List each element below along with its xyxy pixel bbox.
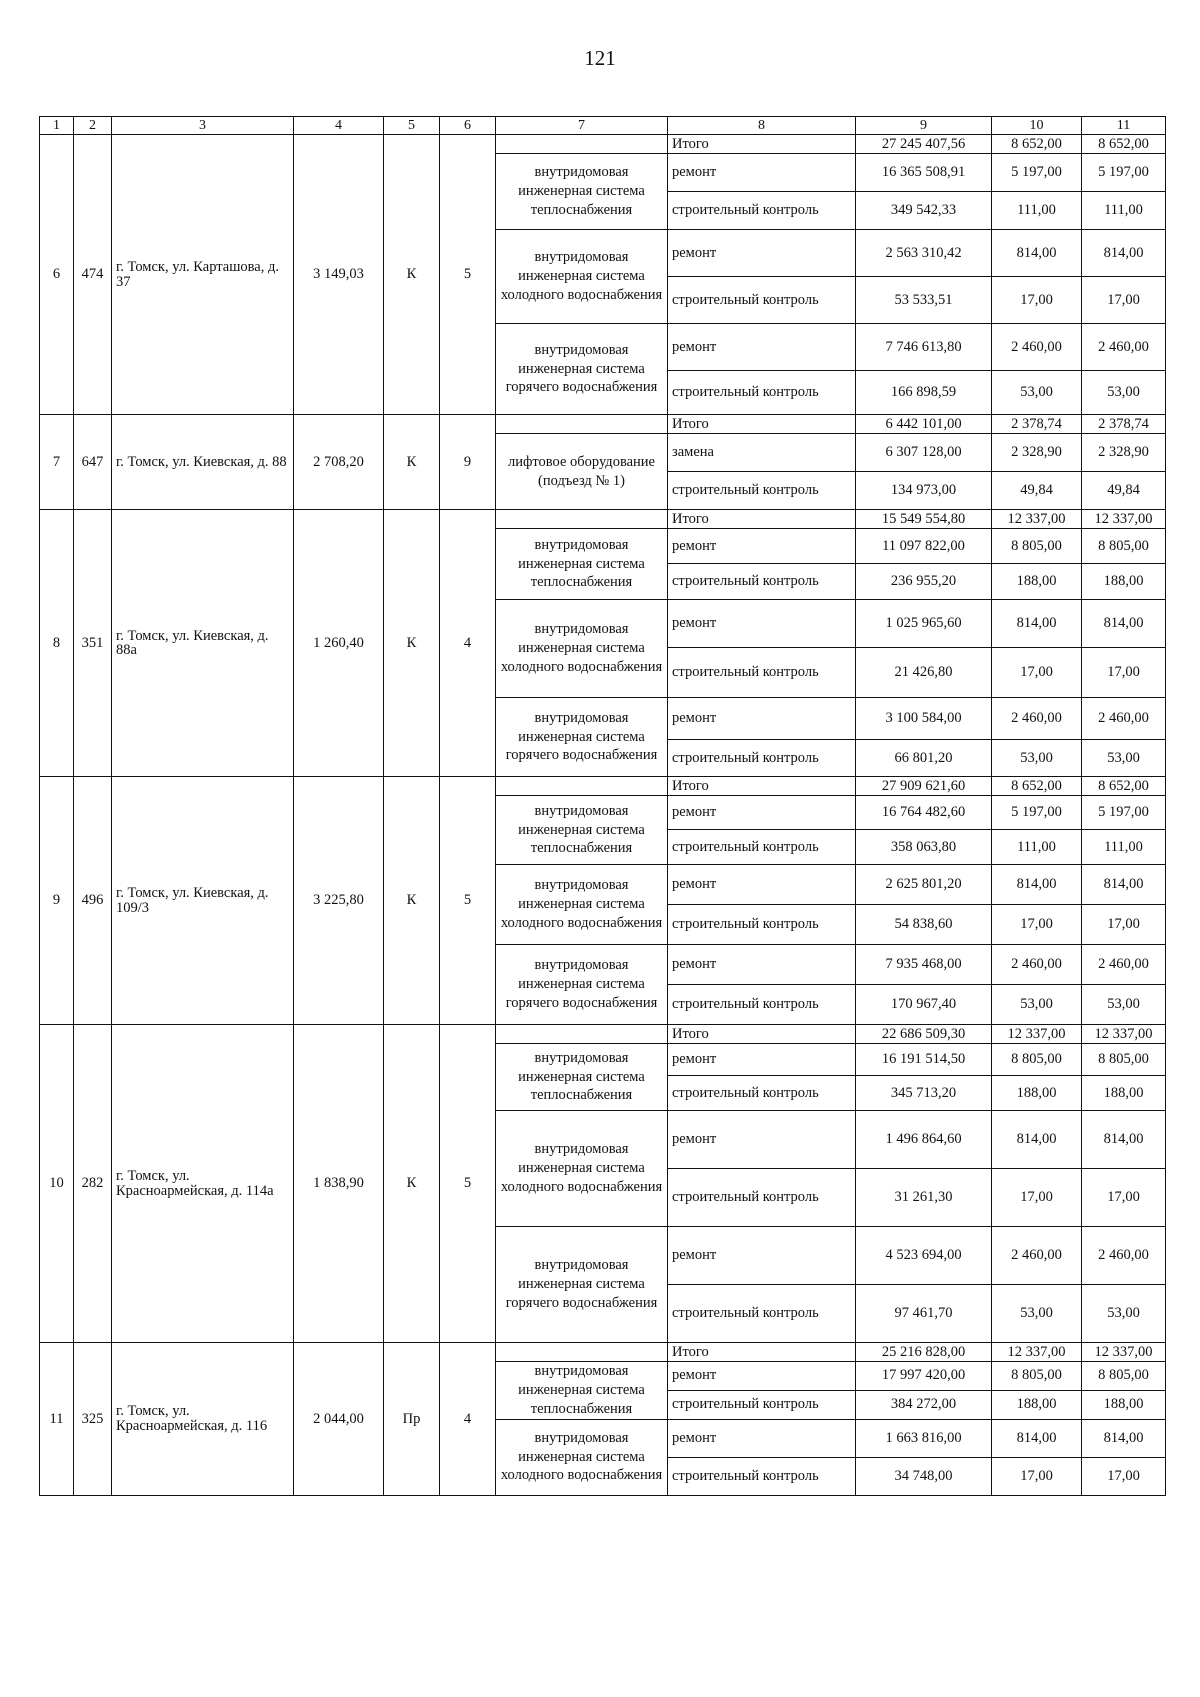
column-number: 4 [294,117,384,135]
work-sum: 34 748,00 [856,1457,992,1495]
system-name: внутридомовая инженерная система холодного водоснабжения [496,865,668,945]
total-label: Итого [668,777,856,796]
total-limit-per-sqm: 8 652,00 [1082,135,1166,154]
building-address: г. Томск, ул. Карташова, д. 37 [112,135,294,415]
row-number: 10 [40,1025,74,1343]
work-cost-per-sqm: 814,00 [992,230,1082,277]
system-name: внутридомовая инженерная система горячего водоснабжения [496,945,668,1025]
work-limit-per-sqm: 17,00 [1082,905,1166,945]
system-name: внутридомовая инженерная система холодного водоснабжения [496,600,668,698]
work-sum: 7 746 613,80 [856,324,992,371]
building-total-row [40,1025,1166,1044]
total-cost-per-sqm: 12 337,00 [992,1343,1082,1362]
page-number: 121 [584,46,616,70]
work-limit-per-sqm: 814,00 [1082,865,1166,905]
building-floors: 5 [440,135,496,415]
building-area: 1 838,90 [294,1025,384,1343]
work-cost-per-sqm: 188,00 [992,1076,1082,1111]
work-limit-per-sqm: 2 460,00 [1082,945,1166,985]
work-limit-per-sqm: 111,00 [1082,192,1166,230]
work-cost-per-sqm: 53,00 [992,740,1082,777]
work-type: строительный контроль [668,1390,856,1419]
building-type: К [384,415,440,510]
total-limit-per-sqm: 12 337,00 [1082,510,1166,529]
column-number: 3 [112,117,294,135]
work-type: строительный контроль [668,371,856,415]
work-type: ремонт [668,865,856,905]
building-type: К [384,1025,440,1343]
total-sum: 15 549 554,80 [856,510,992,529]
total-cost-per-sqm: 12 337,00 [992,1025,1082,1044]
empty-cell [496,510,668,529]
work-limit-per-sqm: 53,00 [1082,1285,1166,1343]
work-cost-per-sqm: 188,00 [992,1390,1082,1419]
work-sum: 3 100 584,00 [856,698,992,740]
work-sum: 66 801,20 [856,740,992,777]
building-address: г. Томск, ул. Киевская, д. 88 [112,415,294,510]
total-cost-per-sqm: 8 652,00 [992,135,1082,154]
column-number: 5 [384,117,440,135]
work-sum: 6 307 128,00 [856,434,992,472]
work-sum: 345 713,20 [856,1076,992,1111]
work-type: ремонт [668,154,856,192]
building-total-row [40,1343,1166,1362]
work-cost-per-sqm: 8 805,00 [992,529,1082,564]
total-sum: 6 442 101,00 [856,415,992,434]
total-sum: 25 216 828,00 [856,1343,992,1362]
work-type: ремонт [668,945,856,985]
work-limit-per-sqm: 814,00 [1082,600,1166,648]
total-sum: 27 245 407,56 [856,135,992,154]
work-type: ремонт [668,796,856,830]
system-name: внутридомовая инженерная система теплоснабжения [496,1044,668,1111]
system-name: внутридомовая инженерная система теплоснабжения [496,1362,668,1420]
column-number: 9 [856,117,992,135]
work-sum: 97 461,70 [856,1285,992,1343]
work-cost-per-sqm: 8 805,00 [992,1362,1082,1391]
building-address: г. Томск, ул. Киевская, д. 109/3 [112,777,294,1025]
total-cost-per-sqm: 12 337,00 [992,510,1082,529]
work-sum: 7 935 468,00 [856,945,992,985]
total-label: Итого [668,135,856,154]
work-sum: 54 838,60 [856,905,992,945]
column-number: 8 [668,117,856,135]
work-limit-per-sqm: 188,00 [1082,1076,1166,1111]
work-cost-per-sqm: 188,00 [992,564,1082,600]
work-type: ремонт [668,600,856,648]
column-number: 10 [992,117,1082,135]
total-cost-per-sqm: 2 378,74 [992,415,1082,434]
work-limit-per-sqm: 5 197,00 [1082,796,1166,830]
total-label: Итого [668,415,856,434]
work-type: ремонт [668,698,856,740]
system-name: внутридомовая инженерная система горячего водоснабжения [496,324,668,415]
work-sum: 31 261,30 [856,1169,992,1227]
empty-cell [496,135,668,154]
work-cost-per-sqm: 17,00 [992,1457,1082,1495]
work-cost-per-sqm: 2 460,00 [992,324,1082,371]
work-limit-per-sqm: 188,00 [1082,1390,1166,1419]
work-type: замена [668,434,856,472]
work-type: ремонт [668,324,856,371]
building-area: 1 260,40 [294,510,384,777]
row-number: 8 [40,510,74,777]
row-number: 6 [40,135,74,415]
work-cost-per-sqm: 814,00 [992,1111,1082,1169]
total-label: Итого [668,1025,856,1044]
work-cost-per-sqm: 814,00 [992,865,1082,905]
work-sum: 11 097 822,00 [856,529,992,564]
building-area: 3 149,03 [294,135,384,415]
work-cost-per-sqm: 2 460,00 [992,945,1082,985]
work-sum: 4 523 694,00 [856,1227,992,1285]
building-id: 325 [74,1343,112,1496]
table-body [40,117,1166,1496]
work-type: строительный контроль [668,277,856,324]
work-cost-per-sqm: 49,84 [992,472,1082,510]
system-name: внутридомовая инженерная система холодного водоснабжения [496,230,668,324]
system-name: внутридомовая инженерная система горячего водоснабжения [496,1227,668,1343]
empty-cell [496,777,668,796]
work-limit-per-sqm: 814,00 [1082,230,1166,277]
repair-table [39,116,1166,1496]
work-type: ремонт [668,1362,856,1391]
system-name: лифтовое оборудование (подъезд № 1) [496,434,668,510]
work-cost-per-sqm: 5 197,00 [992,796,1082,830]
work-cost-per-sqm: 2 328,90 [992,434,1082,472]
building-floors: 4 [440,1343,496,1496]
work-sum: 134 973,00 [856,472,992,510]
work-type: строительный контроль [668,985,856,1025]
work-limit-per-sqm: 2 460,00 [1082,1227,1166,1285]
building-address: г. Томск, ул. Красноармейская, д. 116 [112,1343,294,1496]
work-cost-per-sqm: 2 460,00 [992,698,1082,740]
work-type: строительный контроль [668,1457,856,1495]
building-total-row [40,777,1166,796]
work-limit-per-sqm: 814,00 [1082,1111,1166,1169]
work-sum: 16 191 514,50 [856,1044,992,1076]
work-sum: 1 496 864,60 [856,1111,992,1169]
work-sum: 21 426,80 [856,648,992,698]
empty-cell [496,415,668,434]
work-sum: 349 542,33 [856,192,992,230]
work-sum: 53 533,51 [856,277,992,324]
work-cost-per-sqm: 17,00 [992,905,1082,945]
work-limit-per-sqm: 2 460,00 [1082,324,1166,371]
row-number: 9 [40,777,74,1025]
work-sum: 170 967,40 [856,985,992,1025]
building-address: г. Томск, ул. Красноармейская, д. 114а [112,1025,294,1343]
row-number: 7 [40,415,74,510]
work-limit-per-sqm: 53,00 [1082,371,1166,415]
column-number: 7 [496,117,668,135]
work-type: строительный контроль [668,1285,856,1343]
work-sum: 16 365 508,91 [856,154,992,192]
building-id: 282 [74,1025,112,1343]
total-limit-per-sqm: 2 378,74 [1082,415,1166,434]
work-type: ремонт [668,1044,856,1076]
work-cost-per-sqm: 8 805,00 [992,1044,1082,1076]
work-cost-per-sqm: 53,00 [992,371,1082,415]
empty-cell [496,1025,668,1044]
work-sum: 384 272,00 [856,1390,992,1419]
work-sum: 358 063,80 [856,830,992,865]
work-type: строительный контроль [668,192,856,230]
total-label: Итого [668,1343,856,1362]
work-type: ремонт [668,529,856,564]
work-sum: 2 563 310,42 [856,230,992,277]
work-limit-per-sqm: 17,00 [1082,1169,1166,1227]
building-total-row [40,415,1166,434]
header-row [40,117,1166,135]
building-total-row [40,510,1166,529]
work-limit-per-sqm: 53,00 [1082,740,1166,777]
work-sum: 166 898,59 [856,371,992,415]
total-limit-per-sqm: 12 337,00 [1082,1025,1166,1044]
system-name: внутридомовая инженерная система теплоснабжения [496,529,668,600]
building-id: 647 [74,415,112,510]
system-name: внутридомовая инженерная система теплоснабжения [496,796,668,865]
building-area: 2 044,00 [294,1343,384,1496]
work-sum: 17 997 420,00 [856,1362,992,1391]
work-type: строительный контроль [668,472,856,510]
column-number: 11 [1082,117,1166,135]
column-number: 6 [440,117,496,135]
work-cost-per-sqm: 814,00 [992,1419,1082,1457]
work-limit-per-sqm: 8 805,00 [1082,1362,1166,1391]
work-sum: 16 764 482,60 [856,796,992,830]
building-type: К [384,510,440,777]
work-type: ремонт [668,230,856,277]
building-id: 496 [74,777,112,1025]
work-sum: 236 955,20 [856,564,992,600]
system-name: внутридомовая инженерная система горячего водоснабжения [496,698,668,777]
system-name: внутридомовая инженерная система холодного водоснабжения [496,1419,668,1495]
work-limit-per-sqm: 2 460,00 [1082,698,1166,740]
building-type: К [384,777,440,1025]
building-total-row [40,135,1166,154]
work-cost-per-sqm: 53,00 [992,1285,1082,1343]
work-sum: 2 625 801,20 [856,865,992,905]
building-address: г. Томск, ул. Киевская, д. 88а [112,510,294,777]
work-limit-per-sqm: 188,00 [1082,564,1166,600]
work-limit-per-sqm: 49,84 [1082,472,1166,510]
building-floors: 4 [440,510,496,777]
work-type: строительный контроль [668,648,856,698]
total-sum: 22 686 509,30 [856,1025,992,1044]
building-floors: 9 [440,415,496,510]
work-type: ремонт [668,1227,856,1285]
building-id: 351 [74,510,112,777]
work-cost-per-sqm: 17,00 [992,648,1082,698]
work-type: ремонт [668,1111,856,1169]
work-type: ремонт [668,1419,856,1457]
total-label: Итого [668,510,856,529]
work-cost-per-sqm: 814,00 [992,600,1082,648]
building-floors: 5 [440,777,496,1025]
work-sum: 1 663 816,00 [856,1419,992,1457]
empty-cell [496,1343,668,1362]
total-sum: 27 909 621,60 [856,777,992,796]
column-number: 1 [40,117,74,135]
system-name: внутридомовая инженерная система холодного водоснабжения [496,1111,668,1227]
work-limit-per-sqm: 53,00 [1082,985,1166,1025]
work-limit-per-sqm: 2 328,90 [1082,434,1166,472]
work-type: строительный контроль [668,564,856,600]
work-limit-per-sqm: 17,00 [1082,1457,1166,1495]
work-limit-per-sqm: 8 805,00 [1082,529,1166,564]
building-type: Пр [384,1343,440,1496]
total-limit-per-sqm: 12 337,00 [1082,1343,1166,1362]
building-area: 3 225,80 [294,777,384,1025]
work-limit-per-sqm: 8 805,00 [1082,1044,1166,1076]
work-cost-per-sqm: 111,00 [992,192,1082,230]
work-type: строительный контроль [668,830,856,865]
system-name: внутридомовая инженерная система теплоснабжения [496,154,668,230]
building-area: 2 708,20 [294,415,384,510]
work-cost-per-sqm: 53,00 [992,985,1082,1025]
work-type: строительный контроль [668,740,856,777]
work-cost-per-sqm: 17,00 [992,277,1082,324]
work-limit-per-sqm: 17,00 [1082,648,1166,698]
building-type: К [384,135,440,415]
total-cost-per-sqm: 8 652,00 [992,777,1082,796]
work-cost-per-sqm: 17,00 [992,1169,1082,1227]
work-limit-per-sqm: 111,00 [1082,830,1166,865]
work-type: строительный контроль [668,1169,856,1227]
work-cost-per-sqm: 2 460,00 [992,1227,1082,1285]
work-sum: 1 025 965,60 [856,600,992,648]
work-cost-per-sqm: 5 197,00 [992,154,1082,192]
work-type: строительный контроль [668,1076,856,1111]
building-floors: 5 [440,1025,496,1343]
column-number: 2 [74,117,112,135]
work-cost-per-sqm: 111,00 [992,830,1082,865]
row-number: 11 [40,1343,74,1496]
work-type: строительный контроль [668,905,856,945]
work-limit-per-sqm: 5 197,00 [1082,154,1166,192]
work-limit-per-sqm: 814,00 [1082,1419,1166,1457]
total-limit-per-sqm: 8 652,00 [1082,777,1166,796]
building-id: 474 [74,135,112,415]
work-limit-per-sqm: 17,00 [1082,277,1166,324]
